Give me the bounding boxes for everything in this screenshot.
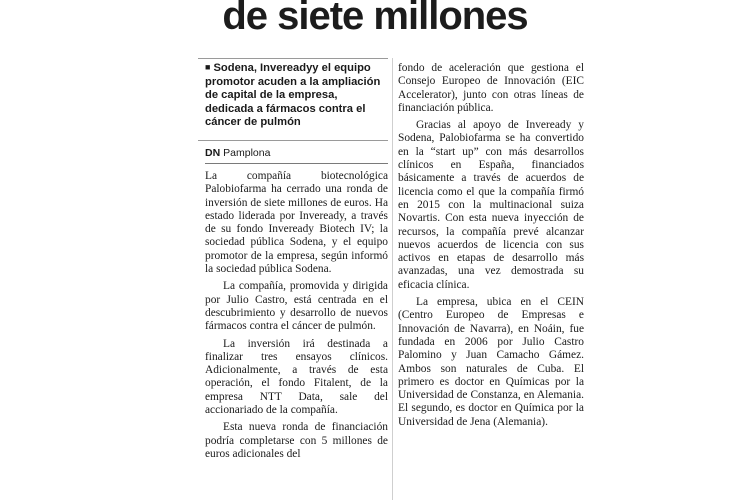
paragraph: La compañía, promovida y dirigida por Julio Castro, está centrada en el descubrimiento y desarrollo de nuevos fármacos contra el cáncer de pulmón. xyxy=(205,280,388,333)
bullet-icon: ■ xyxy=(205,62,211,72)
byline-location: Pamplona xyxy=(223,147,271,159)
byline-rule xyxy=(205,163,388,164)
lead-bottom-rule xyxy=(198,140,388,141)
top-rule xyxy=(198,58,388,59)
column-divider xyxy=(392,58,393,500)
paragraph: La compañía biotecnológica Palobiofarma ha cerrado una ronda de inversión de siete millones de euros. Ha estado liderada por Inveready, a través de su fondo Inveready Biotech IV; la sociedad pública Sodena, y el equipo promotor de la empresa, según informó la sociedad pública Sodena. xyxy=(205,170,388,276)
lead-summary xyxy=(205,61,381,130)
byline xyxy=(205,146,270,160)
paragraph: Esta nueva ronda de financiación podría completarse con 5 millones de euros adicionales del xyxy=(205,421,388,460)
byline-mark: DN xyxy=(205,147,221,159)
headline: de siete millones xyxy=(222,0,528,38)
paragraph: La inversión irá destinada a finalizar tres ensayos clínicos. Adicionalmente, a través de esta operación, el fondo Fitalent, de la empresa NTT Data, sale del accionariado de la compañía. xyxy=(205,337,388,417)
paragraph: Gracias al apoyo de Inveready y Sodena, Palobiofarma se ha convertido en la “start up” con más desarrollos clínicos en España, financiados básicamente a través de acuerdos de licencia como el que la compañía firmó en 2015 con la multinacional suiza Novartis. Con esta nueva inyección de recursos, la compañía prevé alcanzar nuevos acuerdos de licencia con sus activos en etapas de desarrollo más avanzadas, una vez demostrada su eficacia clínica. xyxy=(398,119,584,291)
article-column-right xyxy=(398,62,584,433)
article-column-left xyxy=(205,170,388,465)
paragraph: La empresa, ubica en el CEIN (Centro Europeo de Empresas e Innovación de Navarra), en Noáin, fue fundada en 2006 por Julio Castro Palomino y Juan Camacho Gámez. Ambos son naturales de Cuba. El primero es doctor en Químicas por la Universidad de Constanza, en Alemania. El segundo, es doctor en Química por la Universidad de Jena (Alemania). xyxy=(398,296,584,428)
paragraph: fondo de aceleración que gestiona el Consejo Europeo de Innovación (EIC Accelerator), junto con otras líneas de financiación pública. xyxy=(398,62,584,114)
lead-text: Sodena, Invereadyy el equipo promotor acuden a la ampliación de capital de la empresa, dedicada a fármacos contra el cáncer de pulmón xyxy=(205,62,381,129)
